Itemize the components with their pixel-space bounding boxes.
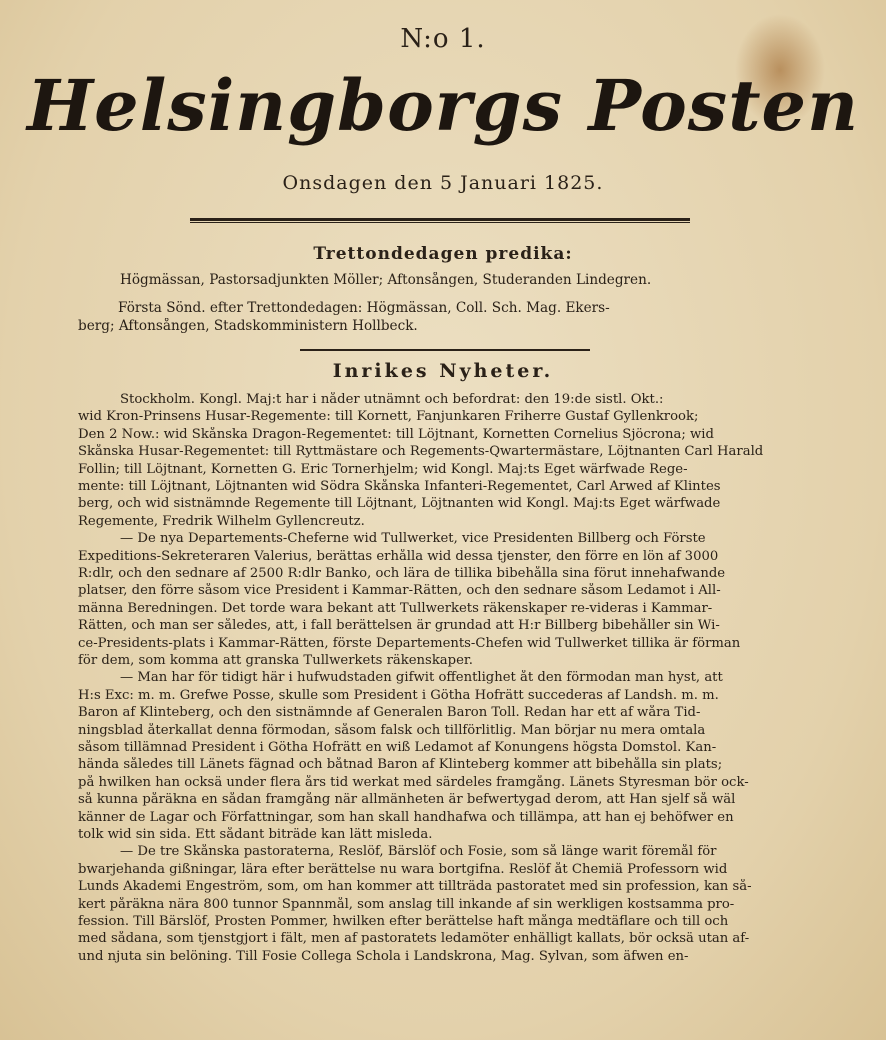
section-divider xyxy=(300,349,590,351)
news-line: H:s Exc: m. m. Grefwe Posse, skulle som President i Götha Hofrätt succederas af Landsh. m. m. xyxy=(78,687,719,703)
news-line: ce-Presidents-plats i Kammar-Rätten, förste Departements-Chefen wid Tullwerket tillika är förman xyxy=(78,635,741,651)
newspaper-title: Helsingborgs Posten xyxy=(27,64,859,147)
news-line: Skånska Husar-Regementet: till Ryttmästare och Regements-Qwartermästare, Löjtnanten Carl Harald xyxy=(78,444,764,460)
masthead-divider-thin xyxy=(190,222,690,223)
sermon-heading: Trettondedagen predika: xyxy=(313,244,573,264)
news-line: tolk wid sin sida. Ett sådant biträde kan lätt misleda. xyxy=(78,827,433,842)
news-line: kert påräkna nära 800 tunnor Spannmål, som anslag till inkande af sin werkligen kostsamma pro- xyxy=(78,896,735,912)
news-line: R:dlr, och den sednare af 2500 R:dlr Banko, och lära de tillika bibehålla sina förut innehafwande xyxy=(78,566,726,581)
news-line: mente: till Löjtnant, Löjtnanten wid Södra Skånska Infanteri-Regementet, Carl Arwed af Klintes xyxy=(78,479,721,494)
sermon-line: berg; Aftonsången, Stadskomministern Hollbeck. xyxy=(78,318,418,334)
news-line: såsom tillämnad President i Götha Hofrätt en wiß Ledamot af Konungens högsta Domstol. Kan- xyxy=(78,740,717,755)
news-line: Rätten, och man ser således, att, i fall berättelsen är grundad att H:r Billberg bibehåller sin Wi- xyxy=(78,618,720,634)
news-heading: Inrikes Nyheter. xyxy=(332,360,554,382)
news-line: på hwilken han ocksä under flera års tid werkat med särdeles framgång. Länets Styresman bör ock- xyxy=(78,774,749,790)
news-line: männa Beredningen. Det torde wara bekant att Tullwerkets räkenskaper re-videras i Kammar- xyxy=(78,600,713,616)
news-line: Follin; till Löjtnant, Kornetten G. Eric Tornerhjelm; wid Kongl. Maj:ts Eget wärfwade Rege- xyxy=(78,461,688,477)
news-line: ningsblad återkallat denna förmodan, såsom falsk och tillförlitlig. Man börjar nu mera omtala xyxy=(78,722,706,738)
news-line: Regemente, Fredrik Wilhelm Gyllencreutz. xyxy=(78,513,365,529)
news-line: för dem, som komma att granska Tullwerkets räkenskaper. xyxy=(78,653,473,668)
news-line: med sådana, som tjenstgjort i fält, men af pastoratets ledamöter enhälligt kallats, bör ocksä utan af- xyxy=(78,931,750,947)
sermon-line: Första Sönd. efter Trettondedagen: Högmässan, Coll. Sch. Mag. Ekers- xyxy=(118,300,610,316)
news-line: hända således till Länets fägnad och båtnad Baron af Klinteberg kommer att bibehålla sin plats; xyxy=(78,757,723,773)
news-line: fession. Till Bärslöf, Prosten Pommer, hwilken efter berättelse haft många medtäflare och till och xyxy=(78,914,729,929)
news-line: Stockholm. Kongl. Maj:t har i nåder utnämnt och befordrat: den 19:de sistl. Okt.: xyxy=(120,392,664,407)
sermon-line: Högmässan, Pastorsadjunkten Möller; Aftonsången, Studeranden Lindegren. xyxy=(120,272,652,288)
news-line: — Man har för tidigt här i hufwudstaden gifwit offentlighet åt den förmodan man hyst, att xyxy=(120,670,723,686)
masthead-divider xyxy=(190,218,690,221)
news-line: bwarjehanda gißningar, lära efter berättelse nu wara bortgifna. Reslöf åt Chemiä Professorn wid xyxy=(78,861,728,877)
news-line: — De tre Skånska pastoraterna, Reslöf, Bärslöf och Fosie, som så länge warit föremål för xyxy=(120,844,717,860)
news-line: Den 2 Now.: wid Skånska Dragon-Regementet: till Löjtnant, Kornetten Cornelius Sjöcrona; wid xyxy=(78,426,714,442)
news-line: känner de Lagar och Författningar, som han skall handhafwa och tillämpa, att han ej behöfwer en xyxy=(78,809,734,825)
news-line: wid Kron-Prinsens Husar-Regemente: till Kornett, Fanjunkaren Friherre Gustaf Gyllenkrook; xyxy=(78,409,699,425)
news-line: så kunna påräkna en sådan framgång när allmänheten är befwertygad derom, att Han sjelf så wäl xyxy=(78,792,736,808)
news-line: Baron af Klinteberg, och den sistnämnde af Generalen Baron Toll. Redan har ett af wåra Tid- xyxy=(78,705,701,721)
news-line: platser, den förre såsom vice President i Kammar-Rätten, och den sednare såsom Ledamot i All- xyxy=(78,583,721,599)
news-line: berg, och wid sistnämnde Regemente till Löjtnant, Löjtnanten wid Kongl. Maj:ts Eget wärfwade xyxy=(78,496,721,512)
news-line: Expeditions-Sekreteraren Valerius, berättas erhålla wid dessa tjenster, den förre en lön af 3000 xyxy=(78,548,719,564)
news-line: — De nya Departements-Cheferne wid Tullwerket, vice Presidenten Billberg och Förste xyxy=(120,531,706,547)
issue-date: Onsdagen den 5 Januari 1825. xyxy=(282,172,604,194)
news-line: Lunds Akademi Engeström, som, om han kommer att tillträda pastoratet med sin profession, kan så- xyxy=(78,879,752,895)
news-line: und njuta sin belöning. Till Fosie Collega Schola i Landskrona, Mag. Sylvan, som äfwen en- xyxy=(78,948,689,964)
issue-number: N:o 1. xyxy=(400,24,486,54)
